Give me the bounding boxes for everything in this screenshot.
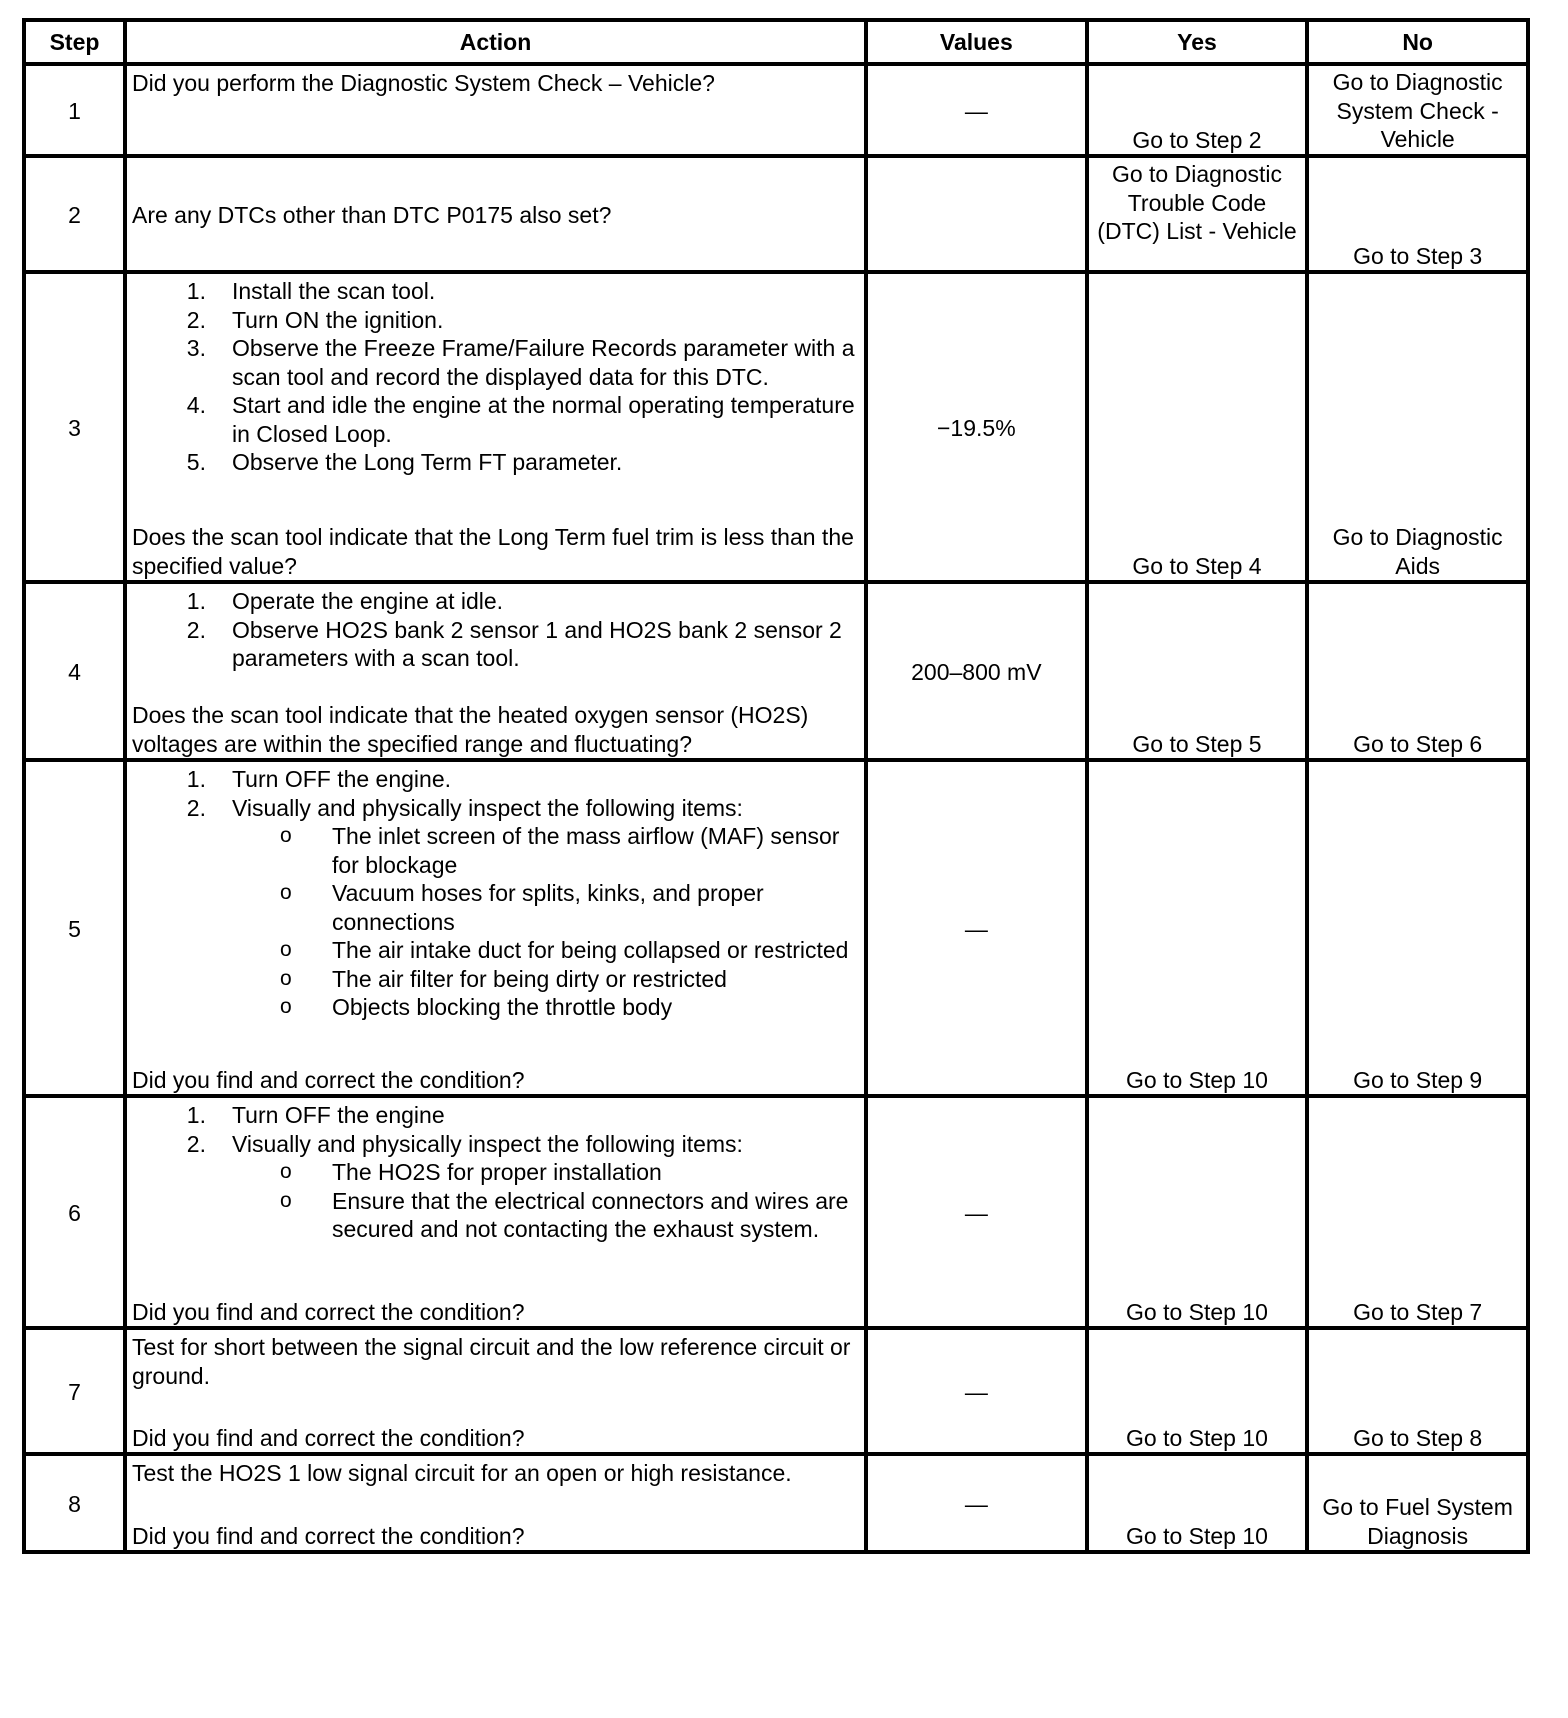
bullet-icon: o bbox=[279, 966, 292, 990]
bullet-icon: o bbox=[279, 1160, 292, 1183]
no-cell: Go to Step 9 bbox=[1307, 760, 1528, 1096]
yes-cell: Go to Step 10 bbox=[1087, 760, 1308, 1096]
list-item: 2. Turn ON the ignition. bbox=[186, 306, 444, 333]
yes-cell: Go to Step 10 bbox=[1087, 1096, 1308, 1328]
list-item: 4. Start and idle the engine at the normal operating temperature in Closed Loop. bbox=[186, 392, 855, 447]
yes-cell: Go to Step 10 bbox=[1087, 1328, 1308, 1454]
action-question: Does the scan tool indicate that the Long Term fuel trim is less than the specified value? bbox=[131, 524, 854, 579]
values-cell bbox=[866, 156, 1087, 272]
step-number: 2 bbox=[24, 156, 125, 272]
sub-list-item: o Objects blocking the throttle body bbox=[279, 994, 673, 1020]
table-row-step-6 bbox=[24, 1096, 1528, 1328]
step-number: 4 bbox=[24, 582, 125, 760]
table-row-step-3 bbox=[24, 272, 1528, 582]
action-steps bbox=[132, 277, 859, 477]
no-cell: Go to Step 7 bbox=[1307, 1096, 1528, 1328]
values-cell: — bbox=[866, 1328, 1087, 1454]
no-cell: Go to Step 8 bbox=[1307, 1328, 1528, 1454]
values-cell: — bbox=[866, 1454, 1087, 1552]
bullet-icon: o bbox=[279, 824, 292, 847]
table-row-step-4 bbox=[24, 582, 1528, 760]
action-cell bbox=[125, 582, 866, 760]
no-cell: Go to Step 3 bbox=[1307, 156, 1528, 272]
action-cell bbox=[125, 1328, 866, 1454]
action-cell bbox=[125, 760, 866, 1096]
bullet-icon: o bbox=[279, 938, 292, 961]
action-intro: Test the HO2S 1 low signal circuit for an open or high resistance. bbox=[131, 1460, 792, 1486]
yes-cell: Go to Diagnostic Trouble Code (DTC) List - Vehicle bbox=[1087, 156, 1308, 272]
action-question: Did you find and correct the condition? bbox=[131, 1298, 525, 1325]
values-cell: — bbox=[866, 760, 1087, 1096]
step-number: 6 bbox=[24, 1096, 125, 1328]
action-question: Did you perform the Diagnostic System Check – Vehicle? bbox=[131, 70, 715, 96]
sub-list-item: o Vacuum hoses for splits, kinks, and proper connections bbox=[279, 880, 764, 935]
table-row-step-5 bbox=[24, 760, 1528, 1096]
sub-list-item: o The air intake duct for being collapsed or restricted bbox=[279, 937, 849, 963]
no-cell: Go to Step 6 bbox=[1307, 582, 1528, 760]
table-row-step-1 bbox=[24, 64, 1528, 156]
table-row-step-7 bbox=[24, 1328, 1528, 1454]
bullet-icon: o bbox=[279, 1188, 292, 1212]
header-action: Action bbox=[125, 20, 866, 64]
step-number: 1 bbox=[24, 64, 125, 156]
values-cell: — bbox=[866, 1096, 1087, 1328]
list-item: 2. Visually and physically inspect the following items: o The HO2S for proper installation o Ensure that the electrical connectors and wires are secured and not contacting the exhaust system. bbox=[132, 1130, 859, 1244]
list-item: 1. Turn OFF the engine. bbox=[186, 766, 452, 792]
bullet-icon: o bbox=[279, 995, 292, 1018]
sub-list-item: o The inlet screen of the mass airflow (MAF) sensor for blockage bbox=[279, 823, 840, 878]
diagnostic-table bbox=[22, 18, 1530, 1554]
table-row-step-8 bbox=[24, 1454, 1528, 1552]
no-cell: Go to Diagnostic System Check - Vehicle bbox=[1307, 64, 1528, 156]
action-cell bbox=[125, 64, 866, 156]
action-steps bbox=[132, 765, 859, 1022]
yes-cell: Go to Step 5 bbox=[1087, 582, 1308, 760]
action-cell bbox=[125, 1454, 866, 1552]
action-cell bbox=[125, 156, 866, 272]
no-cell: Go to Diagnostic Aids bbox=[1307, 272, 1528, 582]
sub-list-item: o Ensure that the electrical connectors and wires are secured and not contacting the exhaust system. bbox=[279, 1187, 849, 1242]
values-cell: 200–800 mV bbox=[866, 582, 1087, 760]
step-number: 7 bbox=[24, 1328, 125, 1454]
header-row bbox=[24, 20, 1528, 64]
step-number: 3 bbox=[24, 272, 125, 582]
list-item: 1. Turn OFF the engine bbox=[186, 1102, 445, 1128]
action-steps bbox=[132, 1101, 859, 1244]
header-step: Step bbox=[24, 20, 125, 64]
list-item: 1. Install the scan tool. bbox=[186, 278, 436, 304]
yes-cell: Go to Step 4 bbox=[1087, 272, 1308, 582]
sub-list-item: o The HO2S for proper installation bbox=[279, 1159, 662, 1185]
values-cell: — bbox=[866, 64, 1087, 156]
bullet-icon: o bbox=[279, 881, 292, 904]
list-item: 1. Operate the engine at idle. bbox=[186, 588, 504, 614]
table-row-step-2 bbox=[24, 156, 1528, 272]
step-number: 5 bbox=[24, 760, 125, 1096]
step-number: 8 bbox=[24, 1454, 125, 1552]
list-item: 2. Observe HO2S bank 2 sensor 1 and HO2S bank 2 sensor 2 parameters with a scan tool. bbox=[186, 616, 842, 671]
action-cell bbox=[125, 272, 866, 582]
action-cell bbox=[125, 1096, 866, 1328]
action-question: Are any DTCs other than DTC P0175 also set? bbox=[131, 202, 612, 229]
sub-list-item: o The air filter for being dirty or restricted bbox=[279, 965, 727, 992]
action-question: Did you find and correct the condition? bbox=[131, 1522, 525, 1549]
header-yes: Yes bbox=[1087, 20, 1308, 64]
no-cell: Go to Fuel System Diagnosis bbox=[1307, 1454, 1528, 1552]
yes-cell: Go to Step 2 bbox=[1087, 64, 1308, 156]
list-item: 5. Observe the Long Term FT parameter. bbox=[186, 449, 623, 475]
action-question: Did you find and correct the condition? bbox=[131, 1066, 525, 1093]
sub-items bbox=[232, 1158, 859, 1244]
sub-items bbox=[232, 822, 859, 1022]
header-no: No bbox=[1307, 20, 1528, 64]
yes-cell: Go to Step 10 bbox=[1087, 1454, 1308, 1552]
action-question: Does the scan tool indicate that the heated oxygen sensor (HO2S) voltages are within the specified range and fluctuating? bbox=[131, 702, 809, 757]
action-intro: Test for short between the signal circuit and the low reference circuit or ground. bbox=[131, 1334, 851, 1389]
action-question: Did you find and correct the condition? bbox=[131, 1424, 525, 1451]
list-item: 2. Visually and physically inspect the following items: o The inlet screen of the mass airflow (MAF) sensor for blockage o Vacuum hoses for splits, kinks, and proper connections o The air intake duct for being collapsed or restricted o The air filter for being dirty or restricted o Objects blocking the throttle body bbox=[132, 794, 859, 1022]
list-item: 3. Observe the Freeze Frame/Failure Records parameter with a scan tool and record the displayed data for this DTC. bbox=[186, 335, 855, 390]
values-cell: −19.5% bbox=[866, 272, 1087, 582]
header-values: Values bbox=[866, 20, 1087, 64]
action-steps bbox=[132, 587, 859, 673]
